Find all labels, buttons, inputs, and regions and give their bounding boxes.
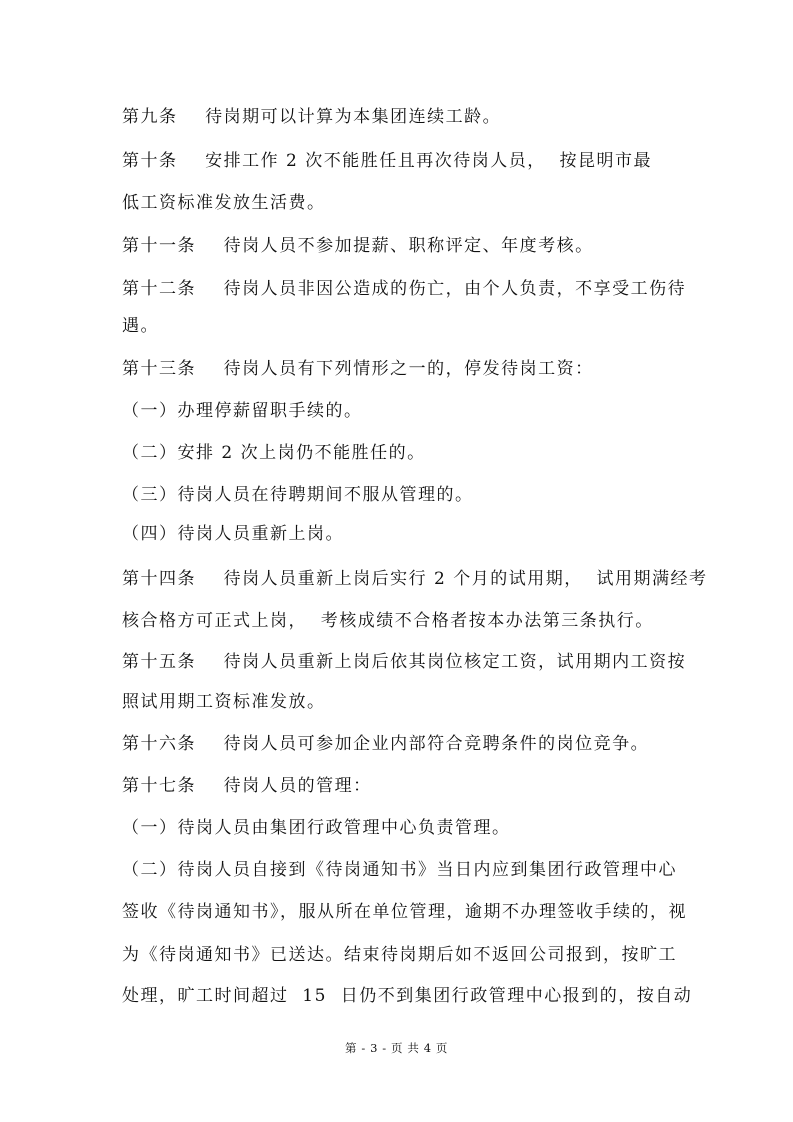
text-line: 低工资标准发放生活费。 [122, 193, 326, 213]
text-line: 处理，旷工时间超过 15 日仍不到集团行政管理中心报到的，按自动 [122, 986, 693, 1006]
text-line: （二）待岗人员自接到《待岗通知书》当日内应到集团行政管理中心 [122, 860, 677, 880]
text-line: 遇。 [122, 316, 159, 336]
text-line: （一）办理停薪留职手续的。 [122, 401, 363, 421]
text-line: （四）待岗人员重新上岗。 [122, 524, 344, 544]
text-line: 为《待岗通知书》已送达。结束待岗期后如不返回公司报到，按旷工 [122, 945, 677, 965]
text-line: （二）安排 2 次上岗仍不能胜任的。 [122, 443, 426, 463]
text-line: （三）待岗人员在待聘期间不服从管理的。 [122, 485, 474, 505]
text-line: 第十条 安排工作 2 次不能胜任且再次待岗人员， 按昆明市最 [122, 151, 653, 171]
text-line: （一）待岗人员由集团行政管理中心负责管理。 [122, 818, 511, 838]
text-line: 第九条 待岗期可以计算为本集团连续工龄。 [122, 107, 502, 127]
page-footer: 第 - 3 - 页 共 4 页 [345, 1041, 448, 1055]
text-line: 第十三条 待岗人员有下列情形之一的，停发待岗工资： [122, 359, 594, 379]
text-line: 核合格方可正式上岗， 考核成绩不合格者按本办法第三条执行。 [122, 611, 654, 631]
text-line: 第十二条 待岗人员非因公造成的伤亡，由个人负责，不享受工伤待 [122, 279, 687, 299]
text-line: 第十六条 待岗人员可参加企业内部符合竞聘条件的岗位竞争。 [122, 734, 650, 754]
text-line: 第十七条 待岗人员的管理： [122, 776, 372, 796]
text-line: 第十一条 待岗人员不参加提薪、职称评定、年度考核。 [122, 236, 594, 256]
text-line: 照试用期工资标准发放。 [122, 692, 326, 712]
text-line: 签收《待岗通知书》，服从所在单位管理，逾期不办理签收手续的，视 [122, 902, 687, 922]
text-line: 第十四条 待岗人员重新上岗后实行 2 个月的试用期， 试用期满经考 [122, 569, 708, 589]
text-line: 第十五条 待岗人员重新上岗后依其岗位核定工资，试用期内工资按 [122, 652, 687, 672]
